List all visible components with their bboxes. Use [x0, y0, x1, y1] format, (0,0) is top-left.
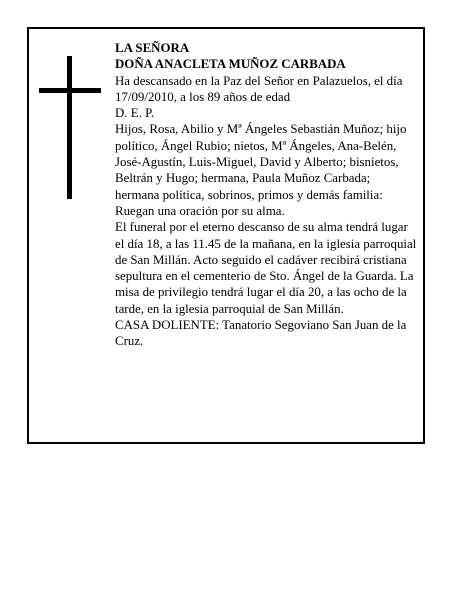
prayer-request: Ruegan una oración por su alma.: [115, 203, 285, 218]
notice-text: [115, 40, 417, 350]
cross-vertical-bar: [67, 56, 72, 199]
rest-statement: Ha descansado en la Paz del Señor en Palazuelos, el día 17/09/2010, a los 89 años de edad: [115, 73, 403, 104]
obituary-notice: [27, 27, 425, 444]
funeral-paragraph: El funeral por el eterno descanso de su alma tendrá lugar el día 18, a las 11.45 de la mañana, en la iglesia parroquial de San Millán. Acto seguido el cadáver recibirá cristiana sepultura en el cementerio de Sto. Ángel de la Guarda. La misa de privilegio tendrá lugar el día 20, a las ocho de la tarde, en la iglesia parroquial de San Millán.: [115, 220, 417, 316]
latin-cross-icon: [39, 56, 101, 199]
notice-title: LA SEÑORA: [115, 41, 190, 55]
mourning-house: CASA DOLIENTE: Tanatorio Segoviano San Juan de la Cruz.: [115, 318, 407, 349]
rip-text: D. E. P.: [115, 106, 155, 121]
deceased-name: DOÑA ANACLETA MUÑOZ CARBADA: [115, 57, 346, 72]
family-paragraph: Hijos, Rosa, Abilio y Mª Ángeles Sebastián Muñoz; hijo político, Ángel Rubio; nietos, Mª Ángeles, Ana-Belén, José-Agustín, Luis-Miguel, David y Alberto; bisnietos, Beltrán y Hugo; hermana, Paula Muñoz Carbada; hermana política, sobrinos, primos y demás familia:: [115, 122, 407, 202]
cross-horizontal-bar: [39, 88, 101, 93]
